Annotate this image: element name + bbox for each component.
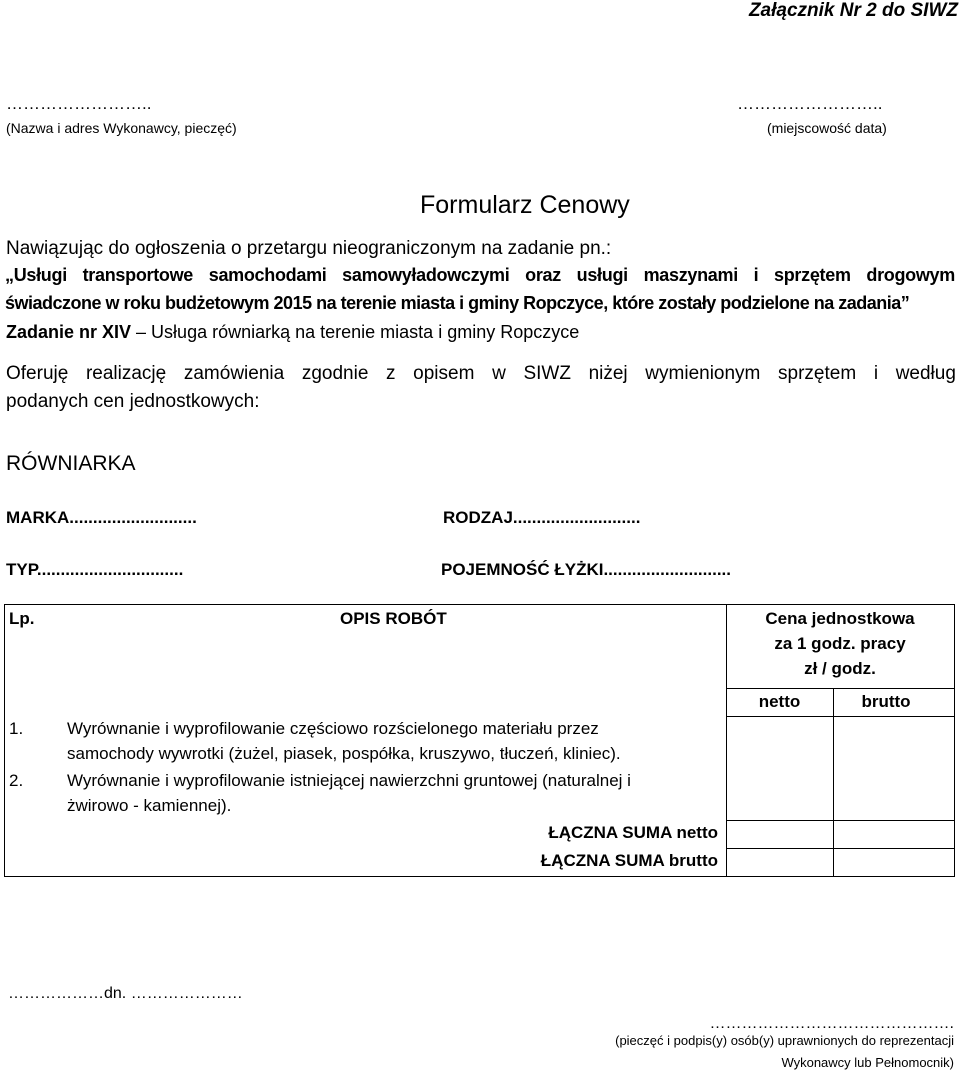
contractor-caption: (Nazwa i adres Wykonawcy, pieczęć): [6, 120, 237, 136]
table-price-header-line: [726, 688, 955, 689]
col-price-header-3: zł / godz.: [804, 659, 876, 678]
table-subheader-line: [726, 716, 955, 717]
col-netto-header: netto: [758, 692, 801, 711]
row-2-lp: 2.: [9, 771, 24, 790]
task-text: – Usługa równiarką na terenie miasta i gminy Ropczyce: [131, 322, 580, 342]
pojemnosc-field[interactable]: POJEMNOŚĆ ŁYŻKI...........................: [441, 560, 731, 579]
table-border-right: [954, 604, 955, 877]
table-sum-line-2: [726, 848, 955, 849]
rodzaj-field[interactable]: RODZAJ...........................: [443, 508, 641, 527]
subject-word: usługi: [576, 265, 628, 285]
col-price-header-2: za 1 godz. pracy: [774, 634, 906, 653]
subject-line-1: [5, 265, 955, 286]
task-label: Zadanie nr XIV: [6, 322, 132, 342]
task-line: [6, 322, 579, 343]
sum-brutto-label: ŁĄCZNA SUMA brutto: [540, 851, 718, 870]
row-1-lp: 1.: [9, 719, 24, 738]
subject-word: i: [753, 265, 759, 285]
offer-line-1: [6, 363, 956, 385]
signature-caption-2: Wykonawcy lub Pełnomocnik): [781, 1055, 954, 1070]
col-price-header-1: Cena jednostkowa: [765, 609, 915, 628]
page-title: Formularz Cenowy: [420, 191, 630, 219]
offer-word: według: [895, 363, 956, 384]
offer-word: SIWZ: [523, 363, 571, 384]
offer-word: Oferuję: [6, 363, 69, 384]
subject-line-2: świadczone w roku budżetowym 2015 na terenie miasta i gminy Ropczyce, które zostały podzielone na zadania”: [5, 293, 910, 313]
offer-word: sprzętem: [778, 363, 857, 384]
row-1-desc-line1: Wyrównanie i wyprofilowanie częściowo rozścielonego materiału przez: [67, 719, 599, 738]
equipment-heading: RÓWNIARKA: [6, 452, 136, 475]
offer-line-2: podanych cen jednostkowych:: [6, 391, 260, 412]
subject-word: drogowym: [866, 265, 955, 285]
annex-label: Załącznik Nr 2 do SIWZ: [748, 0, 958, 21]
table-border-top: [4, 604, 955, 605]
contractor-dots: ……………………..: [6, 94, 152, 113]
col-lp-header: Lp.: [9, 609, 35, 628]
subject-word: sprzętem: [774, 265, 851, 285]
offer-word: opisem: [413, 363, 475, 384]
offer-word: realizację: [85, 363, 167, 384]
offer-word: w: [492, 363, 506, 384]
table-border-left: [4, 604, 5, 877]
sum-netto-label: ŁĄCZNA SUMA netto: [548, 823, 718, 842]
offer-word: zamówienia: [183, 363, 285, 384]
row-1-desc-line2: samochody wywrotki (żużel, piasek, pospółka, kruszywo, tłuczeń, kliniec).: [67, 744, 621, 763]
place-date-signature: ………………dn. …………………: [8, 985, 243, 1002]
offer-word: zgodnie: [301, 363, 369, 384]
intro-text: Nawiązując do ogłoszenia o przetargu nieograniczonym na zadanie pn.:: [6, 238, 612, 259]
signature-caption-1: (pieczęć i podpis(y) osób(y) uprawnionych do reprezentacji: [615, 1033, 954, 1048]
subject-word: oraz: [525, 265, 561, 285]
col-opis-header: OPIS ROBÓT: [340, 609, 447, 628]
offer-word: wymienionym: [645, 363, 761, 384]
subject-word: samowyładowczymi: [342, 265, 510, 285]
place-date-caption: (miejscowość data): [767, 120, 887, 136]
table-sum-line-1: [726, 820, 955, 821]
col-brutto-header: brutto: [861, 692, 911, 711]
row-2-desc-line2: żwirowo - kamiennej).: [67, 796, 232, 815]
subject-word: transportowe: [82, 265, 194, 285]
subject-word: „Usługi: [5, 265, 67, 285]
offer-word: niżej: [588, 363, 628, 384]
subject-word: maszynami: [643, 265, 738, 285]
typ-field[interactable]: TYP...............................: [6, 560, 184, 579]
place-date-dots: ……………………..: [737, 94, 883, 113]
table-border-bottom: [4, 876, 955, 877]
subject-word: samochodami: [208, 265, 327, 285]
row-2-desc-line1: Wyrównanie i wyprofilowanie istniejącej nawierzchni gruntowej (naturalnej i: [67, 771, 631, 790]
signature-dots: ……………………………………….: [709, 1015, 954, 1032]
marka-field[interactable]: MARKA...........................: [6, 508, 197, 527]
offer-word: z: [386, 363, 396, 384]
offer-word: i: [873, 363, 879, 384]
